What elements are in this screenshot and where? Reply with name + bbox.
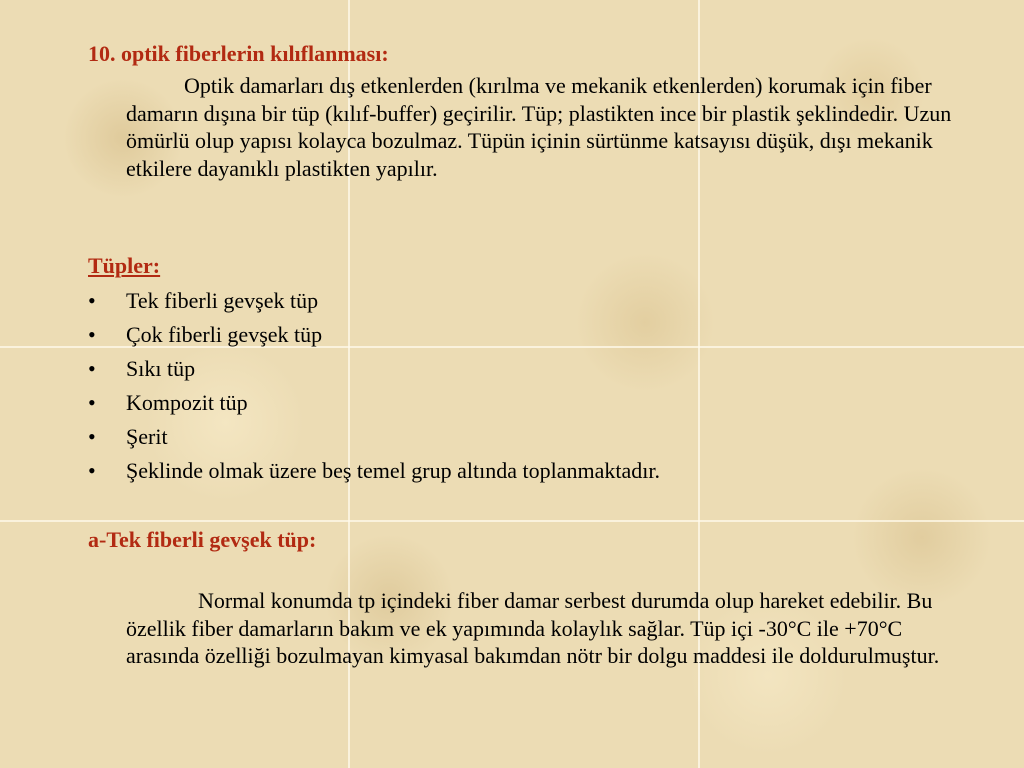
list-item (88, 422, 660, 456)
bullet-icon: • (88, 424, 96, 449)
section-title-tubes (88, 253, 160, 279)
paragraph-cladding: Optik damarları dış etkenlerden (kırılma ve mekanik etkenlerden) korumak için fiber damarın dışına bir tüp (kılıf-buffer) geçirilir. Tüp; plastikten ince bir plastik şeklindedir. Uzun ömürlü olup yapısı kolayca bozulmaz. Tüpün içinin sürtünme katsayısı düşük, dışı mekanik etkilere dayanıklı plastikten yapılır. (126, 73, 952, 181)
bullet-icon: • (88, 322, 96, 347)
list-item-text: Şerit (126, 424, 168, 449)
section-title-single-fiber-loose-tube: a-Tek fiberli gevşek tüp: (88, 527, 317, 552)
section-title-cladding: 10. optik fiberlerin kılıflanması: (88, 41, 389, 66)
list-item (88, 388, 660, 422)
list-item (88, 354, 660, 388)
list-item-text: Şeklinde olmak üzere beş temel grup altında toplanmaktadır. (126, 458, 660, 483)
section-title-tubes-text: Tüpler: (88, 253, 161, 278)
list-item (88, 286, 660, 320)
list-item (88, 320, 660, 354)
bullet-icon: • (88, 288, 96, 313)
bullet-icon: • (88, 356, 96, 381)
bullet-icon: • (88, 458, 96, 483)
bullet-icon: • (88, 390, 96, 415)
paragraph-single-fiber-loose-tube: Normal konumda tp içindeki fiber damar serbest durumda olup hareket edebilir. Bu özellik fiber damarların bakım ve ek yapımında kolaylık sağlar. Tüp içi -30°C ile +70°C arasında özelliği bozulmayan kimyasal bakımdan nötr bir dolgu maddesi ile doldurulmuştur. (126, 588, 940, 668)
list-item-text: Kompozit tüp (126, 390, 248, 415)
list-item-text: Çok fiberli gevşek tüp (126, 322, 323, 347)
list-item-text: Sıkı tüp (126, 356, 196, 381)
list-item-text: Tek fiberli gevşek tüp (126, 288, 319, 313)
list-item (88, 456, 660, 490)
tube-types-list (88, 286, 660, 490)
